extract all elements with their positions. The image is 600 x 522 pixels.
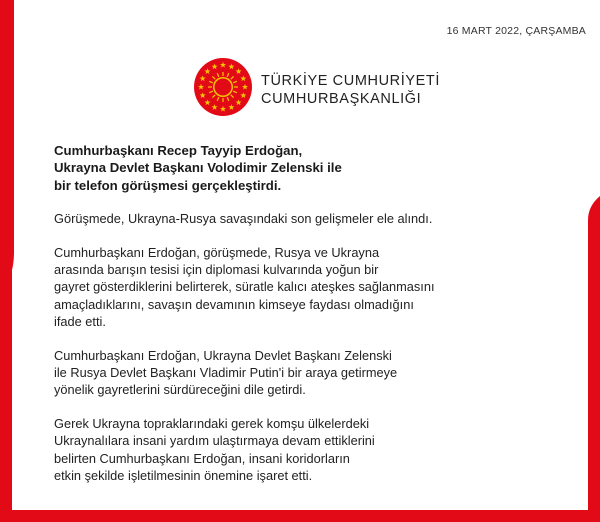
paragraph-4 <box>54 415 514 485</box>
paragraph-line: ile Rusya Devlet Başkanı Vladimir Putin'i bir araya getirmeye <box>54 365 398 381</box>
paragraph-line: yönelik gayretlerini sürdüreceğini dile getirdi. <box>54 382 306 398</box>
paragraph-line: ifade etti. <box>54 314 106 330</box>
document-date: 16 MART 2022, ÇARŞAMBA <box>446 25 586 37</box>
paragraph-line: Görüşmede, Ukrayna-Rusya savaşındaki son gelişmeler ele alındı. <box>54 211 433 227</box>
paragraph-line: etkin şekilde işletilmesinin önemine işaret etti. <box>54 468 313 484</box>
paragraph-line: Gerek Ukrayna topraklarındaki gerek komşu ülkelerdeki <box>54 415 370 431</box>
paragraph-line: Cumhurbaşkanı Erdoğan, Ukrayna Devlet Başkanı Zelenski <box>54 347 392 363</box>
paragraph-2 <box>54 244 514 331</box>
paragraph-line: Ukraynalılara insani yardım ulaştırmaya devam ettiklerini <box>54 433 375 449</box>
headline-line: bir telefon görüşmesi gerçekleştirdi. <box>54 177 282 193</box>
headline <box>54 142 514 194</box>
paragraph-line: amaçladıklarını, savaşın devamının kimseye faydası olmadığını <box>54 296 414 312</box>
paragraph-1 <box>54 210 514 227</box>
paragraph-3 <box>54 347 514 399</box>
press-release-body <box>54 142 514 485</box>
paragraph-line: arasında barışın tesisi için diplomasi kulvarında yoğun bir <box>54 262 379 278</box>
right-red-band <box>588 196 600 522</box>
paragraph-line: gayret gösterdiklerini belirterek, süratle kalıcı ateşkes sağlanmasını <box>54 279 435 295</box>
bottom-red-band <box>0 510 600 522</box>
institution-line-2: CUMHURBAŞKANLIĞI <box>261 91 422 107</box>
paragraph-line: belirten Cumhurbaşkanı Erdoğan, insani koridorların <box>54 450 350 466</box>
presidential-seal-icon <box>193 57 253 117</box>
left-red-band-fill <box>0 0 14 270</box>
headline-line: Cumhurbaşkanı Recep Tayyip Erdoğan, <box>54 143 303 158</box>
institution-line-1: TÜRKİYE CUMHURİYETİ <box>261 73 440 89</box>
paragraph-line: Cumhurbaşkanı Erdoğan, görüşmede, Rusya ve Ukrayna <box>54 244 380 260</box>
headline-line: Ukrayna Devlet Başkanı Volodimir Zelenski ile <box>54 160 342 176</box>
institution-name <box>261 72 440 108</box>
